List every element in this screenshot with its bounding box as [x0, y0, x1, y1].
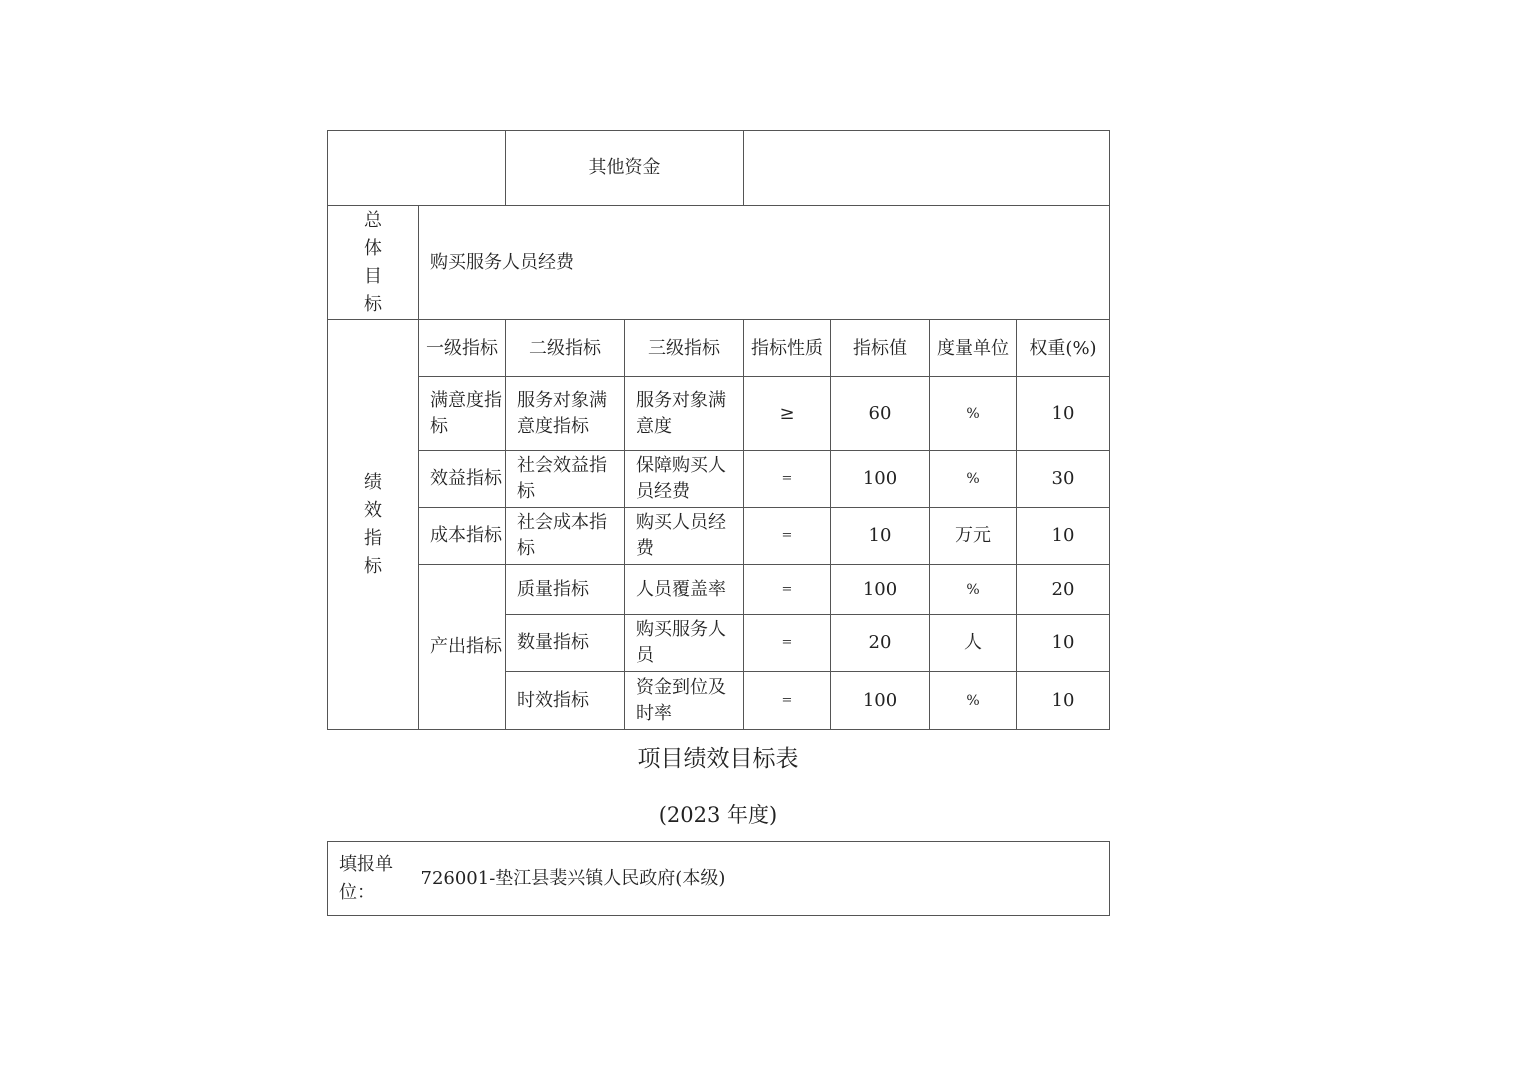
value-cell: 100 [831, 565, 930, 615]
weight-cell: 10 [1017, 377, 1110, 451]
unit-cell: 人 [930, 615, 1017, 672]
reporting-unit-value: 726001-垫江县裴兴镇人民政府(本级) [419, 842, 1110, 916]
level1-cell: 成本指标 [419, 508, 506, 565]
level3-cell: 人员覆盖率 [625, 565, 744, 615]
reporting-unit-label: 填报单位： [328, 842, 419, 916]
level1-cell: 满意度指标 [419, 377, 506, 451]
header-level3: 三级指标 [625, 320, 744, 377]
performance-table [327, 130, 1110, 730]
funds-empty-cell [328, 131, 506, 206]
level3-cell: 购买服务人员 [625, 615, 744, 672]
document-year: (2023 年度) [658, 803, 778, 827]
funds-row [328, 131, 1110, 206]
level1-cell: 产出指标 [419, 565, 506, 730]
level2-cell: 时效指标 [506, 672, 625, 730]
weight-cell: 10 [1017, 672, 1110, 730]
weight-cell: 10 [1017, 615, 1110, 672]
level2-cell: 数量指标 [506, 615, 625, 672]
performance-section-cell [328, 320, 419, 730]
level3-cell: 资金到位及时率 [625, 672, 744, 730]
table-row [328, 451, 1110, 508]
weight-cell: 30 [1017, 451, 1110, 508]
level3-cell: 保障购买人员经费 [625, 451, 744, 508]
level1-cell: 效益指标 [419, 451, 506, 508]
table-row [328, 508, 1110, 565]
unit-cell: % [930, 377, 1017, 451]
weight-cell: 20 [1017, 565, 1110, 615]
level2-cell: 社会成本指标 [506, 508, 625, 565]
level3-cell: 购买人员经费 [625, 508, 744, 565]
nature-cell: ≥ [744, 377, 831, 451]
nature-cell: = [744, 672, 831, 730]
overall-goal-label-cell [328, 206, 419, 320]
unit-cell: 万元 [930, 508, 1017, 565]
nature-cell: = [744, 565, 831, 615]
performance-section-label: 绩效指标 [364, 471, 382, 577]
value-cell: 60 [831, 377, 930, 451]
document-title: 项目绩效目标表 [637, 746, 799, 772]
overall-goal-label: 总体目标 [364, 209, 382, 315]
reporting-unit-table [327, 841, 1110, 916]
value-cell: 100 [831, 451, 930, 508]
header-value: 指标值 [831, 320, 930, 377]
funds-label: 其他资金 [506, 131, 744, 206]
funds-value [744, 131, 1110, 206]
header-nature: 指标性质 [744, 320, 831, 377]
header-unit: 度量单位 [930, 320, 1017, 377]
nature-cell: = [744, 451, 831, 508]
header-level1: 一级指标 [419, 320, 506, 377]
level2-cell: 社会效益指标 [506, 451, 625, 508]
overall-goal-row [328, 206, 1110, 320]
weight-cell: 10 [1017, 508, 1110, 565]
level2-cell: 服务对象满意度指标 [506, 377, 625, 451]
nature-cell: = [744, 508, 831, 565]
overall-goal-text: 购买服务人员经费 [419, 206, 1110, 320]
header-level2: 二级指标 [506, 320, 625, 377]
level2-cell: 质量指标 [506, 565, 625, 615]
value-cell: 10 [831, 508, 930, 565]
header-row [328, 320, 1110, 377]
unit-cell: % [930, 451, 1017, 508]
reporting-unit-row [328, 842, 1110, 916]
value-cell: 20 [831, 615, 930, 672]
table-row [328, 377, 1110, 451]
header-weight: 权重(%) [1017, 320, 1110, 377]
unit-cell: % [930, 565, 1017, 615]
value-cell: 100 [831, 672, 930, 730]
level3-cell: 服务对象满意度 [625, 377, 744, 451]
nature-cell: = [744, 615, 831, 672]
unit-cell: % [930, 672, 1017, 730]
table-row [328, 565, 1110, 615]
